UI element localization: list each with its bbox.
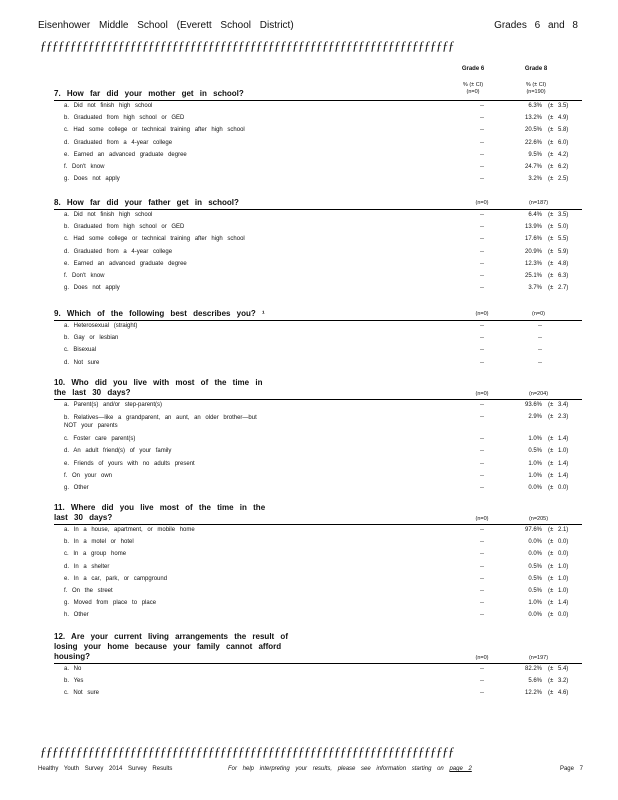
grade8-percent: 9.5% <box>528 151 542 158</box>
grade8-ci: (± 6.0) <box>548 139 569 146</box>
answer-rows <box>54 321 582 370</box>
answer-row <box>54 125 582 137</box>
grade8-percent: -- <box>538 335 542 342</box>
grade8-ci: (± 1.4) <box>548 436 569 443</box>
answer-row <box>54 321 582 333</box>
grade8-ci: (± 0.0) <box>548 612 569 619</box>
grade6-value: -- <box>480 600 484 607</box>
school-name: Eisenhower Middle School (Everett School District) <box>38 20 294 31</box>
grade8-percent: 12.3% <box>524 260 542 267</box>
answer-rows <box>54 525 582 623</box>
answer-label: f. On your own <box>64 472 113 479</box>
answer-label: g. Moved from place to place <box>64 600 157 607</box>
grade6-value: -- <box>480 236 484 243</box>
top-divider: ƒƒƒƒƒƒƒƒƒƒƒƒƒƒƒƒƒƒƒƒƒƒƒƒƒƒƒƒƒƒƒƒƒƒƒƒƒƒƒƒƒƒƒƒƒƒƒƒƒƒƒƒƒƒƒƒƒƒƒƒƒƒƒƒƒƒƒƒƒ <box>40 38 454 53</box>
grade8-percent: 6.4% <box>528 212 542 218</box>
answer-label: d. Graduated from a 4-year college <box>64 139 173 146</box>
n-grade6: (n=0) <box>475 516 489 522</box>
grade8-percent: 82.2% <box>524 666 542 672</box>
grade6-value: -- <box>480 212 484 218</box>
grade8-percent: 20.9% <box>524 248 542 255</box>
answer-row <box>54 222 582 234</box>
grade8-ci: (± 5.4) <box>548 666 569 672</box>
answer-row <box>54 358 582 370</box>
answer-row <box>54 247 582 259</box>
grade8-ci: (± 0.0) <box>548 539 569 546</box>
answer-row <box>54 412 582 434</box>
n-grade8: (n=187) <box>528 200 549 206</box>
grade8-percent: 0.5% <box>528 575 542 582</box>
answer-row <box>54 101 582 113</box>
answer-label: b. Gay or lesbian <box>64 335 119 342</box>
grade8-ci: (± 3.4) <box>548 402 569 408</box>
grade6-value: -- <box>480 347 484 354</box>
grade8-percent: 24.7% <box>524 163 542 170</box>
grade8-ci: (± 6.3) <box>548 272 569 279</box>
answer-label: h. Other <box>64 612 89 619</box>
g6-ci-label: % (± CI) <box>462 82 484 88</box>
question-12 <box>54 632 582 701</box>
grade6-value: -- <box>480 224 484 231</box>
grade8-percent: 3.7% <box>528 285 542 292</box>
grade6-value: -- <box>480 127 484 134</box>
answer-row <box>54 113 582 125</box>
answer-row <box>54 234 582 246</box>
grade6-value: -- <box>480 484 484 491</box>
answer-label: e. In a car, park, or campground <box>64 575 168 582</box>
answer-label: d. An adult friend(s) of your family <box>64 448 172 455</box>
grade6-value: -- <box>480 575 484 582</box>
answer-label: b. Graduated from high school or GED <box>64 224 185 231</box>
grade8-percent: 17.6% <box>524 236 542 243</box>
grade6-value: -- <box>480 448 484 455</box>
bottom-divider: ƒƒƒƒƒƒƒƒƒƒƒƒƒƒƒƒƒƒƒƒƒƒƒƒƒƒƒƒƒƒƒƒƒƒƒƒƒƒƒƒƒƒƒƒƒƒƒƒƒƒƒƒƒƒƒƒƒƒƒƒƒƒƒƒƒƒƒƒƒ <box>40 744 454 759</box>
answer-row <box>54 676 582 688</box>
question-title: 10. Who did you live with most of the time in the last 30 days? <box>54 378 263 397</box>
answer-label: b. Yes <box>64 678 84 685</box>
grade8-percent: 0.5% <box>528 448 542 455</box>
question-title: 11. Where did you live most of the time in the last 30 days? <box>54 503 266 522</box>
answer-label: c. In a group home <box>64 551 127 558</box>
answer-label: d. In a shelter <box>64 563 110 570</box>
answer-row <box>54 434 582 446</box>
grade8-ci: (± 0.0) <box>548 551 569 558</box>
grade6-value: -- <box>480 359 484 366</box>
grade8-percent: 0.0% <box>528 551 542 558</box>
grade8-ci: (± 0.0) <box>548 484 569 491</box>
grade8-ci: (± 6.2) <box>548 163 569 170</box>
grade8-ci: (± 2.5) <box>548 176 569 183</box>
grade8-percent: 6.3% <box>528 103 542 109</box>
grade6-value: -- <box>480 539 484 546</box>
grade6-value: -- <box>480 335 484 342</box>
grade8-ci: (± 3.2) <box>548 678 569 685</box>
grade8-percent: 20.5% <box>524 127 542 134</box>
answer-row <box>54 283 582 295</box>
answer-row <box>54 688 582 700</box>
question-title-wrap <box>54 198 582 208</box>
answer-row <box>54 586 582 598</box>
grade6-value: -- <box>480 460 484 467</box>
grade8-ci: (± 5.8) <box>548 127 569 134</box>
grade8-percent: 1.0% <box>528 472 542 479</box>
n-grade6: (n=0) <box>475 655 489 661</box>
page-number: Page 7 <box>559 766 583 772</box>
question-title: 7. How far did your mother get in school? <box>54 89 244 98</box>
grade8-percent: 22.6% <box>524 139 542 146</box>
grade6-value: -- <box>480 472 484 479</box>
n-grade6: (n=0) <box>475 391 489 397</box>
grade6-value: -- <box>480 551 484 558</box>
grade6-value: -- <box>480 151 484 158</box>
answer-label: f. On the street <box>64 587 113 594</box>
question-title-wrap <box>54 378 549 398</box>
answer-label: a. No <box>64 666 82 672</box>
answer-label: e. Earned an advanced graduate degree <box>64 260 187 267</box>
grade6-value: -- <box>480 323 484 329</box>
grade8-percent: 1.0% <box>528 600 542 607</box>
grade8-percent: 5.6% <box>528 678 542 685</box>
answer-row <box>54 574 582 586</box>
grade6-value: -- <box>480 678 484 685</box>
grade8-percent: 0.0% <box>528 484 542 491</box>
n-grade8: (n=204) <box>528 391 549 397</box>
answer-label: a. In a house, apartment, or mobile home <box>64 527 195 533</box>
answer-row <box>54 459 582 471</box>
grade8-percent: 25.1% <box>524 272 542 279</box>
n-grade6: (n=0) <box>475 200 489 206</box>
grade8-percent: -- <box>538 359 542 366</box>
answer-rows <box>54 101 582 186</box>
question-7 <box>54 89 582 186</box>
grade8-ci: (± 1.0) <box>548 587 569 594</box>
answer-row <box>54 549 582 561</box>
answer-label: d. Graduated from a 4-year college <box>64 248 173 255</box>
answer-label: f. Don't know <box>64 272 105 279</box>
n-grade6: (n=0) <box>475 311 489 317</box>
grade8-ci: (± 5.0) <box>548 224 569 231</box>
grade8-percent: 0.0% <box>528 612 542 619</box>
answer-row <box>54 537 582 549</box>
question-11 <box>54 503 582 623</box>
n-grade8: (n=205) <box>528 516 549 522</box>
answer-label: c. Bisexual <box>64 347 97 354</box>
grade6-value: -- <box>480 115 484 122</box>
help-text <box>228 766 472 772</box>
question-title-wrap <box>54 309 582 319</box>
survey-name: Healthy Youth Survey 2014 Survey Results <box>38 766 173 772</box>
grade8-percent: 13.9% <box>524 224 542 231</box>
help-page-link[interactable]: page 2 <box>449 766 472 772</box>
grade8-percent: -- <box>538 323 542 329</box>
answer-label: b. In a motel or hotel <box>64 539 134 546</box>
grade8-ci: (± 2.7) <box>548 285 569 292</box>
g6-n-label: (n=0) <box>466 89 480 95</box>
answer-row <box>54 525 582 537</box>
g8-n-label: (n=190) <box>526 89 546 95</box>
answer-label: g. Does not apply <box>64 285 120 292</box>
grade8-ci: (± 3.5) <box>548 103 569 109</box>
grade6-value: -- <box>480 163 484 170</box>
grade8-ci: (± 1.0) <box>548 575 569 582</box>
question-9 <box>54 309 582 370</box>
answer-row <box>54 598 582 610</box>
answer-label: g. Other <box>64 484 89 491</box>
answer-row <box>54 446 582 458</box>
answer-label: e. Earned an advanced graduate degree <box>64 151 187 158</box>
answer-label: a. Did not finish high school <box>64 103 153 109</box>
grade8-percent: 93.6% <box>524 402 542 408</box>
answer-row <box>54 471 582 483</box>
grade6-value: -- <box>480 176 484 183</box>
answer-label: c. Had some college or technical training after high school <box>64 127 245 134</box>
n-grade8: (n=197) <box>528 655 549 661</box>
col-grade8: Grade 8 <box>524 66 548 72</box>
answer-rows <box>54 210 582 295</box>
answer-row <box>54 664 582 676</box>
grade6-value: -- <box>480 587 484 594</box>
answer-row <box>54 400 582 412</box>
grade8-ci: (± 4.6) <box>548 690 569 697</box>
col-grade6: Grade 6 <box>461 66 485 72</box>
g8-ci-label: % (± CI) <box>525 82 547 88</box>
answer-label: a. Heterosexual (straight) <box>64 323 138 329</box>
grade8-ci: (± 1.0) <box>548 563 569 570</box>
grade6-value: -- <box>480 666 484 672</box>
grade6-value: -- <box>480 612 484 619</box>
grade8-percent: 97.6% <box>524 527 542 533</box>
grade8-percent: 13.2% <box>524 115 542 122</box>
grade6-value: -- <box>480 690 484 697</box>
grade8-percent: 1.0% <box>528 436 542 443</box>
grade8-percent: -- <box>538 347 542 354</box>
question-10 <box>54 378 582 495</box>
answer-label: a. Did not finish high school <box>64 212 153 218</box>
answer-label: b. Relatives—like a grandparent, an aunt, an older brother—but NOT your parents <box>64 415 257 430</box>
answer-label: c. Had some college or technical training after high school <box>64 236 245 243</box>
grade8-ci: (± 1.0) <box>548 448 569 455</box>
grade8-ci: (± 5.5) <box>548 236 569 243</box>
grade8-ci: (± 4.8) <box>548 260 569 267</box>
answer-row <box>54 610 582 622</box>
question-title: 9. Which of the following best describes you? ¹ <box>54 309 265 318</box>
answer-rows <box>54 400 582 495</box>
grade8-ci: (± 1.4) <box>548 600 569 607</box>
answer-label: d. Not sure <box>64 359 100 366</box>
grade6-value: -- <box>480 139 484 146</box>
answer-row <box>54 562 582 574</box>
answer-label: c. Not sure <box>64 690 100 697</box>
answer-label: a. Parent(s) and/or step-parent(s) <box>64 402 163 408</box>
answer-row <box>54 483 582 495</box>
grade6-value: -- <box>480 414 484 421</box>
answer-label: e. Friends of yours with no adults present <box>64 460 195 467</box>
grade8-ci: (± 1.4) <box>548 460 569 467</box>
grade8-ci: (± 5.9) <box>548 248 569 255</box>
grade8-ci: (± 4.9) <box>548 115 569 122</box>
n-grade8: (n=0) <box>532 311 545 317</box>
answer-row <box>54 162 582 174</box>
grade8-percent: 1.0% <box>528 460 542 467</box>
grade6-value: -- <box>480 248 484 255</box>
grade8-ci: (± 4.2) <box>548 151 569 158</box>
answer-row <box>54 259 582 271</box>
answer-label: f. Don't know <box>64 163 105 170</box>
answer-row <box>54 271 582 283</box>
question-8 <box>54 198 582 295</box>
answer-row <box>54 345 582 357</box>
answer-row <box>54 138 582 150</box>
grade8-percent: 0.0% <box>528 539 542 546</box>
answer-label: g. Does not apply <box>64 176 120 183</box>
grade6-value: -- <box>480 402 484 408</box>
grade6-value: -- <box>480 436 484 443</box>
grade6-value: -- <box>480 563 484 570</box>
grade6-value: -- <box>480 103 484 109</box>
grade8-ci: (± 2.1) <box>548 527 569 533</box>
grade8-percent: 12.2% <box>524 690 542 697</box>
question-title-wrap <box>54 632 549 662</box>
grade8-percent: 0.5% <box>528 563 542 570</box>
grade8-percent: 3.2% <box>528 176 542 183</box>
answer-label: c. Foster care parent(s) <box>64 436 136 443</box>
grade6-value: -- <box>480 285 484 292</box>
help-prefix: For help interpreting your results, please see information starting on <box>228 766 450 772</box>
answer-row <box>54 333 582 345</box>
answer-label: b. Graduated from high school or GED <box>64 115 185 122</box>
grade6-value: -- <box>480 272 484 279</box>
question-title-wrap <box>54 503 549 523</box>
grade8-percent: 0.5% <box>528 587 542 594</box>
answer-row <box>54 150 582 162</box>
grade8-ci: (± 2.3) <box>548 414 569 421</box>
answer-row <box>54 210 582 222</box>
grades-label: Grades 6 and 8 <box>494 20 578 31</box>
grade8-ci: (± 3.5) <box>548 212 569 218</box>
grade6-value: -- <box>480 527 484 533</box>
question-title: 12. Are your current living arrangements the result of losing your home because your family cannot afford housing? <box>54 632 288 661</box>
grade8-percent: 2.9% <box>528 414 542 421</box>
answer-row <box>54 174 582 186</box>
grade6-value: -- <box>480 260 484 267</box>
grade8-ci: (± 1.4) <box>548 472 569 479</box>
question-title: 8. How far did your father get in school? <box>54 198 239 207</box>
answer-rows <box>54 664 582 701</box>
